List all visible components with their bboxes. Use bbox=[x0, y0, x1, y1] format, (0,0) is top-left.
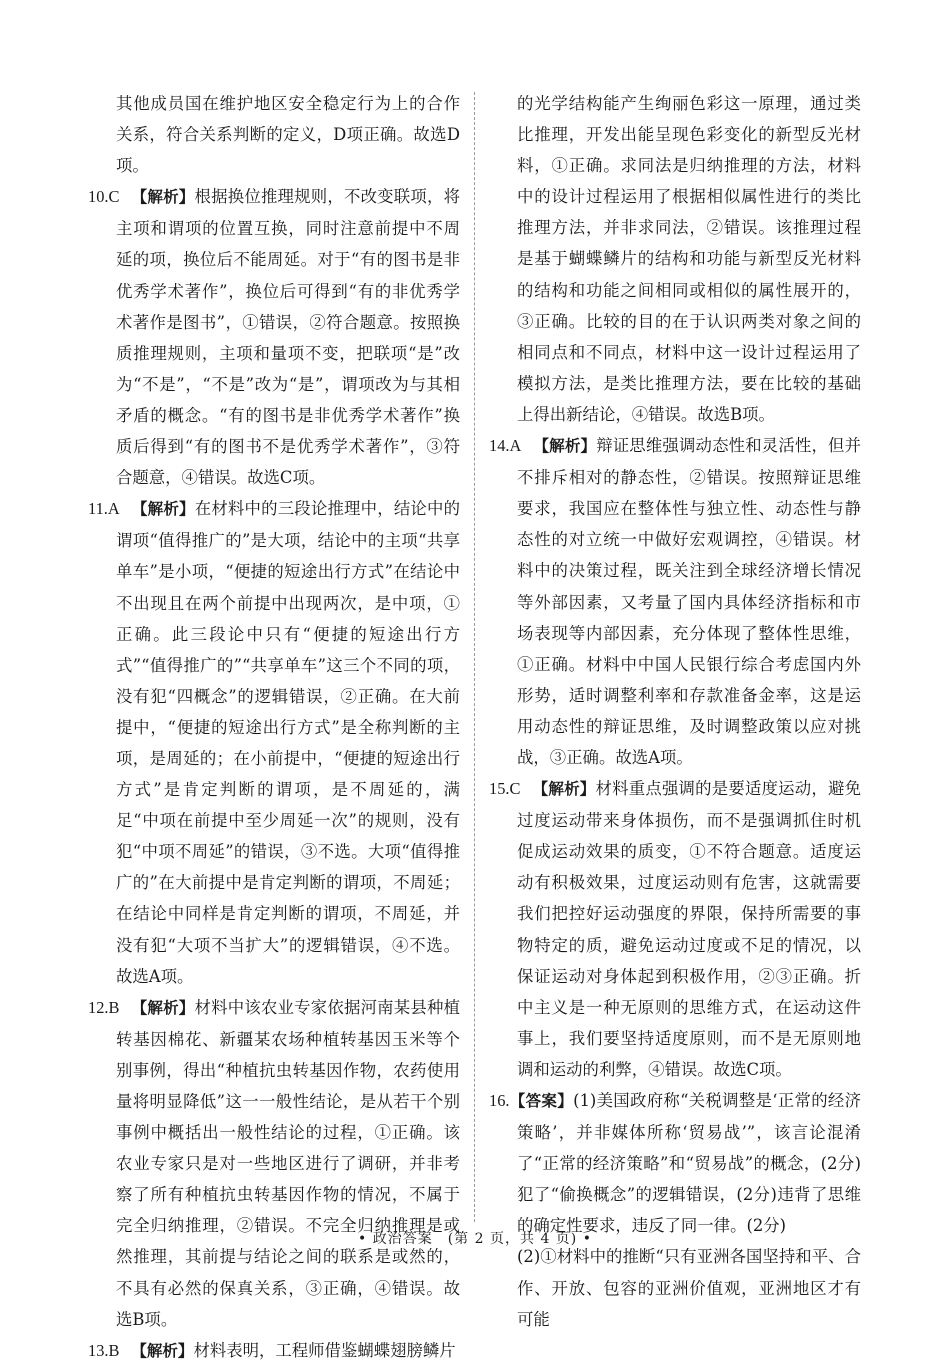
q14-tag: 【解析】 bbox=[533, 437, 597, 456]
q15-text: 材料重点强调的是要适度运动，避免过度运动带来身体损伤，而不是强调抓住时机促成运动效果的质变，①不符合题意。适度运动有积极效果，过度运动则有危害，这就需要我们把控好运动强度的界限，保持所需要的事物特定的质，避免运动过度或不足的情况，以保证运动对身体起到积极作用，②③正确。折中主义是一种无原则的思维方式，在运动这件事上，我们要坚持适度原则，而不是无原则地调和运动的利弊，④错误。故选C项。 bbox=[517, 779, 861, 1079]
q16-number: 16. bbox=[489, 1091, 510, 1110]
q11-tag: 【解析】 bbox=[131, 500, 195, 519]
q11-answer bbox=[88, 493, 460, 992]
q12-answer bbox=[88, 992, 460, 1335]
q10-text: 根据换位推理规则，不改变联项，将主项和谓项的位置互换，同时注意前提中不周延的项，换位后不能周延。对于“有的图书是非优秀学术著作”，换位后可得到“有的非优秀学术著作是图书”，①错误，②符合题意。按照换质推理规则，主项和量项不变，把联项“是”改为“不是”，“不是”改为“是”，谓项改为与其相矛盾的概念。“有的图书是非优秀学术著作”换质后得到“有的图书不是优秀学术著作”，③符合题意，④错误。故选C项。 bbox=[116, 187, 460, 488]
q13-continuation: 的光学结构能产生绚丽色彩这一原理，通过类比推理，开发出能呈现色彩变化的新型反光材料，①正确。求同法是归纳推理的方法，材料中的设计过程运用了根据相似属性进行的类比推理方法，并非求同法，②错误。该推理过程是基于蝴蝶鳞片的结构和功能与新型反光材料的结构和功能之间相同或相似的属性展开的，③正确。比较的目的在于认识两类对象之间的相同点和不同点，材料中这一设计过程运用了模拟方法，是类比推理方法，要在比较的基础上得出新结论，④错误。故选B项。 bbox=[517, 94, 861, 424]
q13-answer bbox=[88, 1335, 460, 1367]
q15-number: 15.C bbox=[489, 779, 521, 799]
q13-number: 13.B bbox=[88, 1340, 120, 1360]
q14-number: 14.A bbox=[489, 436, 522, 456]
q10-number: 10.C bbox=[88, 187, 120, 207]
q10-answer bbox=[88, 181, 460, 493]
q12-text: 材料中该农业专家依据河南某县种植转基因棉花、新疆某农场种植转基因玉米等个别事例，得出“种植抗虫转基因作物，农药使用量将明显降低”这一一般性结论，是从若干个别事例中概括出一般性结论的过程，①正确。该农业专家只是对一些地区进行了调研，并非考察了所有种植抗虫转基因作物的情况，不属于完全归纳推理，②错误。不完全归纳推理是或然推理，其前提与结论之间的联系是或然的，不具有必然的保真关系，③正确，④错误。故选B项。 bbox=[116, 997, 460, 1329]
q13-tag: 【解析】 bbox=[131, 1341, 194, 1360]
q16-answer bbox=[489, 1085, 861, 1241]
q9-continuation: 其他成员国在维护地区安全稳定行为上的合作关系，符合关系判断的定义，D项正确。故选D项。 bbox=[116, 94, 460, 176]
page-footer: • 政治答案 (第 2 页，共 4 页) • bbox=[358, 1231, 592, 1247]
q16-text: (1)美国政府称“关税调整是‘正常的经济策略’，并非媒体所称‘贸易战’”，该言论混淆了“正常的经济策略”和“贸易战”的概念，(2分)犯了“偷换概念”的逻辑错误，(2分)违背了思维的确定性要求，违反了同一律。(2分) bbox=[517, 1091, 861, 1236]
q15-tag: 【解析】 bbox=[532, 780, 596, 799]
q12-number: 12.B bbox=[88, 997, 120, 1017]
left-column bbox=[88, 88, 460, 1367]
column-divider bbox=[474, 92, 475, 1222]
q16-tag: 【答案】 bbox=[509, 1092, 574, 1110]
right-column bbox=[489, 88, 861, 1335]
q16-part2: (2)①材料中的推断“只有亚洲各国坚持和平、合作、开放、包容的亚洲价值观，亚洲地区才有可能 bbox=[517, 1247, 861, 1329]
q14-text: 辩证思维强调动态性和灵活性，但并不排斥相对的静态性，②错误。按照辩证思维要求，我国应在整体性与独立性、动态性与静态性的对立统一中做好宏观调控，④错误。材料中的决策过程，既关注到全球经济增长情况等外部因素，又考量了国内具体经济指标和市场表现等内部因素，充分体现了整体性思维，①正确。材料中中国人民银行综合考虑国内外形势，适时调整利率和存款准备金率，这是运用动态性的辩证思维，及时调整政策以应对挑战，③正确。故选A项。 bbox=[517, 436, 861, 767]
q13-text: 材料表明，工程师借鉴蝴蝶翅膀鳞片 bbox=[193, 1340, 456, 1360]
q11-text: 在材料中的三段论推理中，结论中的谓项“值得推广的”是大项，结论中的主项“共享单车”是小项，“便捷的短途出行方式”在结论中不出现且在两个前提中出现两次，是中项，①正确。此三段论中只有“便捷的短途出行方式”“值得推广的”“共享单车”这三个不同的项，没有犯“四概念”的逻辑错误，②正确。在大前提中，“便捷的短途出行方式”是全称判断的主项，是周延的；在小前提中，“便捷的短途出行方式”是肯定判断的谓项，是不周延的，满足“中项在前提中至少周延一次”的规则，没有犯“中项不周延”的错误，③不选。大项“值得推广的”在大前提中是肯定判断的谓项，不周延；在结论中同样是肯定判断的谓项，不周延，并没有犯“大项不当扩大”的逻辑错误，④不选。故选A项。 bbox=[116, 499, 460, 986]
q10-tag: 【解析】 bbox=[131, 188, 195, 207]
q11-number: 11.A bbox=[88, 499, 120, 519]
q12-tag: 【解析】 bbox=[131, 998, 195, 1017]
q15-answer bbox=[489, 773, 861, 1085]
q14-answer bbox=[489, 430, 861, 773]
